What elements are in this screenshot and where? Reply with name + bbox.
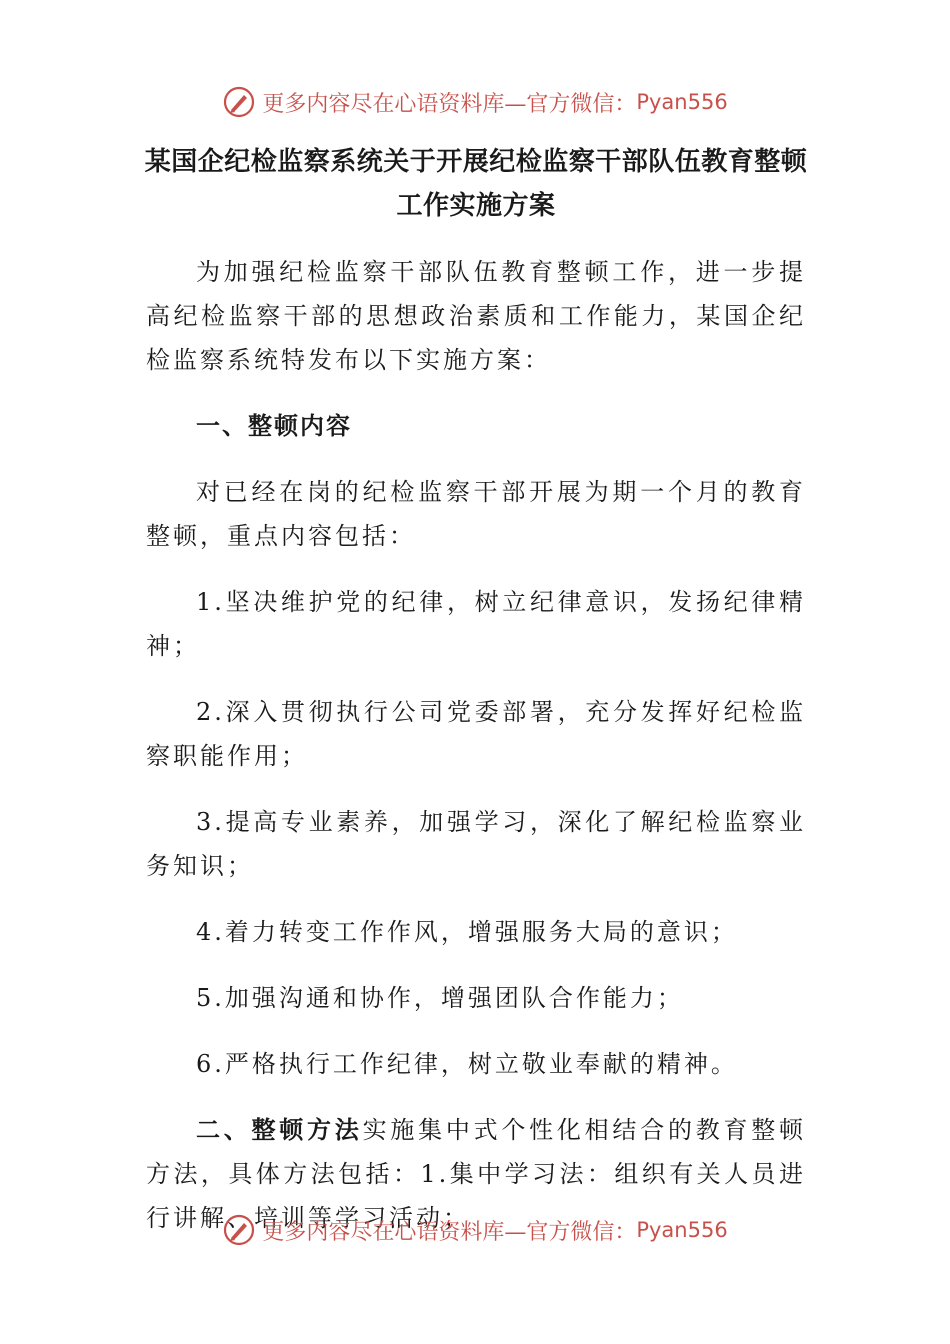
section2-heading: 二、整顿方法 [196,1116,363,1144]
title-line-2: 工作实施方案 [396,191,556,221]
section1-heading: 一、整顿内容 [196,412,352,440]
document-body [146,140,806,1240]
document-title [134,140,818,228]
intro-paragraph: 为加强纪检监察干部队伍教育整顿工作，进一步提高纪检监察干部的思想政治素质和工作能力，某国企纪检监察系统特发布以下实施方案： [146,258,806,374]
pen-circle-logo-icon [222,85,256,119]
watermark-banner-top [0,82,950,122]
list-item-6: 6.严格执行工作纪律，树立敬业奉献的精神。 [196,1050,738,1078]
pen-circle-logo-icon [222,1213,256,1247]
list-item-1: 1.坚决维护党的纪律，树立纪律意识，发扬纪律精神； [146,588,806,660]
watermark-wechat-id: Pyan556 [636,1218,728,1242]
list-item-5: 5.加强沟通和协作，增强团队合作能力； [196,984,684,1012]
list-item-3: 3.提高专业素养，加强学习，深化了解纪检监察业务知识； [146,808,806,880]
watermark-text: 更多内容尽在心语资料库—官方微信： [262,1219,637,1245]
watermark-text: 更多内容尽在心语资料库—官方微信： [262,91,637,117]
list-item-2: 2.深入贯彻执行公司党委部署，充分发挥好纪检监察职能作用； [146,698,806,770]
title-line-1: 某国企纪检监察系统关于开展纪检监察干部队伍教育整顿 [144,147,808,177]
list-item-4: 4.着力转变工作作风，增强服务大局的意识； [196,918,738,946]
section1-intro: 对已经在岗的纪检监察干部开展为期一个月的教育整顿，重点内容包括： [146,478,806,550]
watermark-wechat-id: Pyan556 [636,90,728,114]
watermark-banner-bottom [0,1210,950,1250]
section2-text: 实施集中式个性化相结合的教育整顿方法，具体方法包括：1.集中学习法：组织有关人员进行讲解、培训等学习活动； [146,1116,807,1232]
